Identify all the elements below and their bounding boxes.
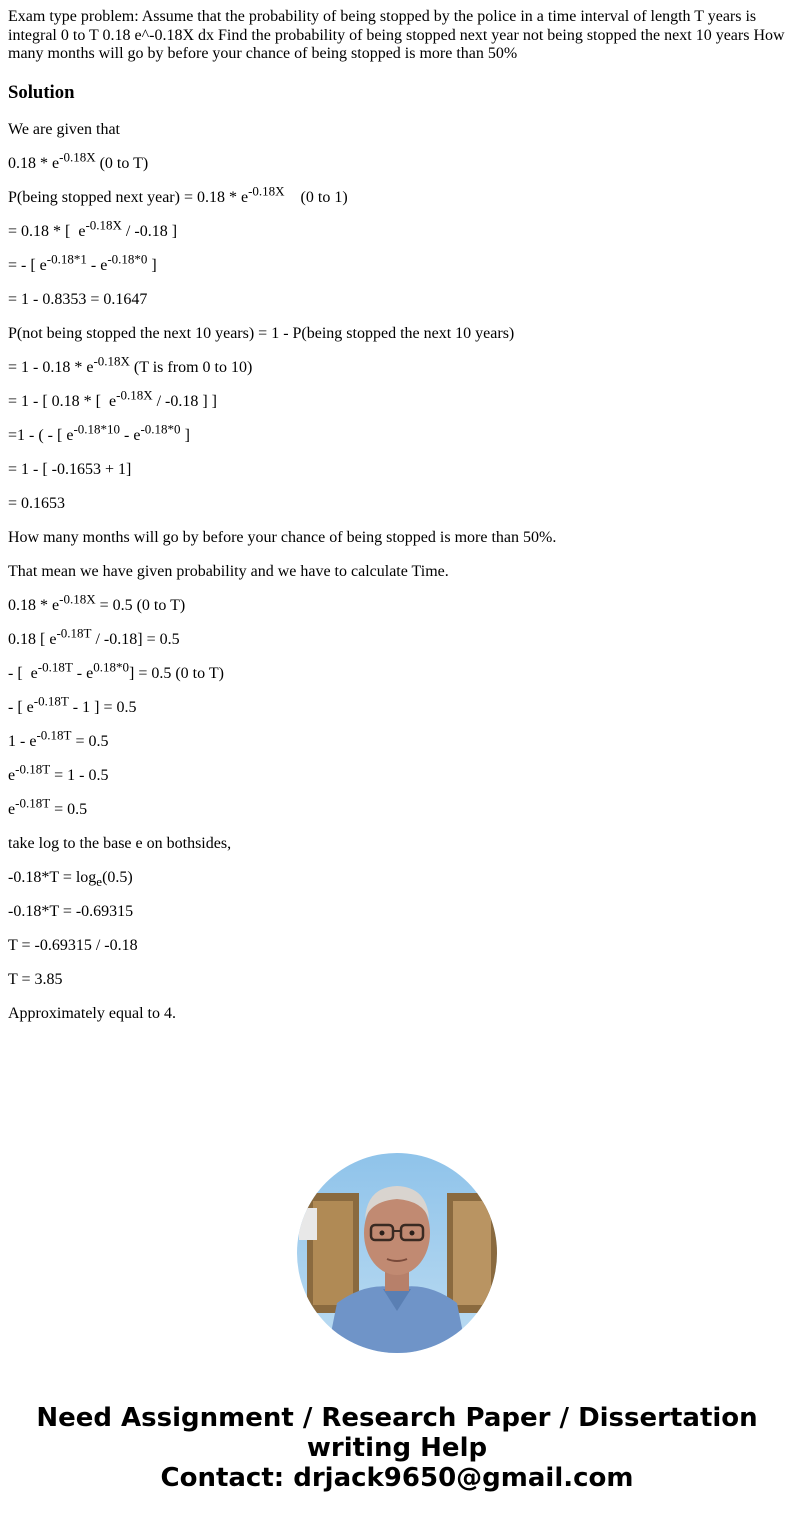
step-text: How many months will go by before your chance of being stopped is more than 50%.: [8, 528, 557, 546]
solution-step: [8, 795, 786, 819]
solution-step: [8, 834, 786, 853]
solution-step: [8, 562, 786, 581]
step-superscript: -0.18T: [15, 795, 51, 811]
step-superscript: 0.18*0: [93, 659, 129, 675]
step-superscript: -0.18*1: [46, 251, 87, 267]
solution-step: [8, 460, 786, 479]
promo-line-1: Need Assignment / Research Paper / Dissertation: [36, 1403, 758, 1433]
step-text: (0.5): [102, 868, 133, 886]
step-text: - e: [86, 256, 108, 274]
step-text: 0.18 * e: [8, 154, 60, 172]
solution-step: [8, 659, 786, 683]
step-superscript: -0.18*0: [140, 421, 181, 437]
step-superscript: -0.18*0: [107, 251, 148, 267]
step-superscript: -0.18X: [59, 149, 96, 165]
step-text: P(not being stopped the next 10 years) = 1 - P(being stopped the next 10 years): [8, 324, 515, 342]
step-text: = 1 - 0.5: [50, 766, 109, 784]
step-superscript: -0.18X: [59, 591, 96, 607]
step-text: T = 3.85: [8, 970, 63, 988]
solution-step: [8, 217, 786, 241]
step-text: e: [8, 800, 16, 818]
solution-step: [8, 251, 786, 275]
step-text: T = -0.69315 / -0.18: [8, 936, 138, 954]
step-text: 0.18 [ e: [8, 630, 57, 648]
step-text: - 1 ] = 0.5: [68, 698, 137, 716]
step-text: P(being stopped next year) = 0.18 * e: [8, 188, 249, 206]
promo-banner: [0, 1403, 794, 1493]
solution-step: [8, 353, 786, 377]
step-text: = 1 - [ -0.1653 + 1]: [8, 460, 132, 478]
step-text: - [ e: [8, 698, 34, 716]
step-text: ]: [180, 426, 190, 444]
step-superscript: -0.18X: [248, 183, 285, 199]
step-superscript: -0.18T: [56, 625, 92, 641]
solution-step: [8, 591, 786, 615]
step-text: =1 - ( - [ e: [8, 426, 74, 444]
step-text: = 1 - 0.18 * e: [8, 358, 94, 376]
solution-step: [8, 324, 786, 343]
solution-step: [8, 868, 786, 887]
solution-step: [8, 528, 786, 547]
step-superscript: -0.18T: [36, 727, 72, 743]
author-avatar: [297, 1153, 497, 1353]
solution-step: [8, 693, 786, 717]
step-text: 0.18 * e: [8, 596, 60, 614]
step-text: = 0.18 * [ e: [8, 222, 86, 240]
step-text: That mean we have given probability and we have to calculate Time.: [8, 562, 449, 580]
solution-step: [8, 183, 786, 207]
solution-step: [8, 421, 786, 445]
step-text: (0 to T): [95, 154, 149, 172]
step-text: = 0.5 (0 to T): [95, 596, 186, 614]
step-superscript: -0.18T: [33, 693, 69, 709]
promo-contact: Contact: drjack9650@gmail.com: [160, 1463, 634, 1493]
step-superscript: -0.18X: [85, 217, 122, 233]
step-superscript: -0.18T: [15, 761, 51, 777]
step-text: ] = 0.5 (0 to T): [128, 664, 224, 682]
solution-step: [8, 1004, 786, 1023]
solution-step: [8, 625, 786, 649]
step-text: - e: [120, 426, 141, 444]
solution-step: [8, 494, 786, 513]
step-superscript: -0.18X: [116, 387, 153, 403]
step-text: We are given that: [8, 120, 120, 138]
step-text: / -0.18 ]: [121, 222, 178, 240]
step-text: - [ e: [8, 664, 38, 682]
step-text: = 1 - [ 0.18 * [ e: [8, 392, 117, 410]
step-subscript: e: [96, 873, 103, 889]
solution-heading: Solution: [8, 81, 75, 103]
step-text: e: [8, 766, 16, 784]
solution-step: [8, 761, 786, 785]
step-text: = - [ e: [8, 256, 47, 274]
step-superscript: -0.18*10: [73, 421, 121, 437]
step-text: / -0.18] = 0.5: [91, 630, 180, 648]
solution-steps: [8, 120, 786, 1023]
solution-step: [8, 936, 786, 955]
solution-step: [8, 970, 786, 989]
step-text: (T is from 0 to 10): [129, 358, 253, 376]
step-text: / -0.18 ] ]: [152, 392, 218, 410]
solution-step: [8, 387, 786, 411]
step-text: ]: [147, 256, 157, 274]
solution-step: [8, 120, 786, 139]
step-superscript: -0.18T: [37, 659, 73, 675]
step-text: - e: [72, 664, 94, 682]
promo-line-2: writing Help: [306, 1433, 488, 1463]
solution-step: [8, 727, 786, 751]
solution-step: [8, 290, 786, 309]
step-superscript: -0.18X: [93, 353, 130, 369]
question-text: Exam type problem: Assume that the probability of being stopped by the police in a time interval of length T years is integral 0 to T 0.18 e^-0.18X dx Find the probability of being stopped next year not being stopped the next 10 years How many months will go by before your chance of being stopped is more than 50%: [8, 8, 785, 62]
step-text: = 0.5: [71, 732, 109, 750]
step-text: = 1 - 0.8353 = 0.1647: [8, 290, 148, 308]
solution-step: [8, 149, 786, 173]
step-text: = 0.5: [50, 800, 88, 818]
author-photo: [297, 1153, 497, 1353]
step-text: take log to the base e on bothsides,: [8, 834, 232, 852]
step-text: Approximately equal to 4.: [8, 1004, 176, 1022]
solution-step: [8, 902, 786, 921]
step-text: 1 - e: [8, 732, 37, 750]
step-text: -0.18*T = -0.69315: [8, 902, 134, 920]
step-text: -0.18*T = log: [8, 868, 97, 886]
step-text: = 0.1653: [8, 494, 66, 512]
step-text: (0 to 1): [284, 188, 348, 206]
